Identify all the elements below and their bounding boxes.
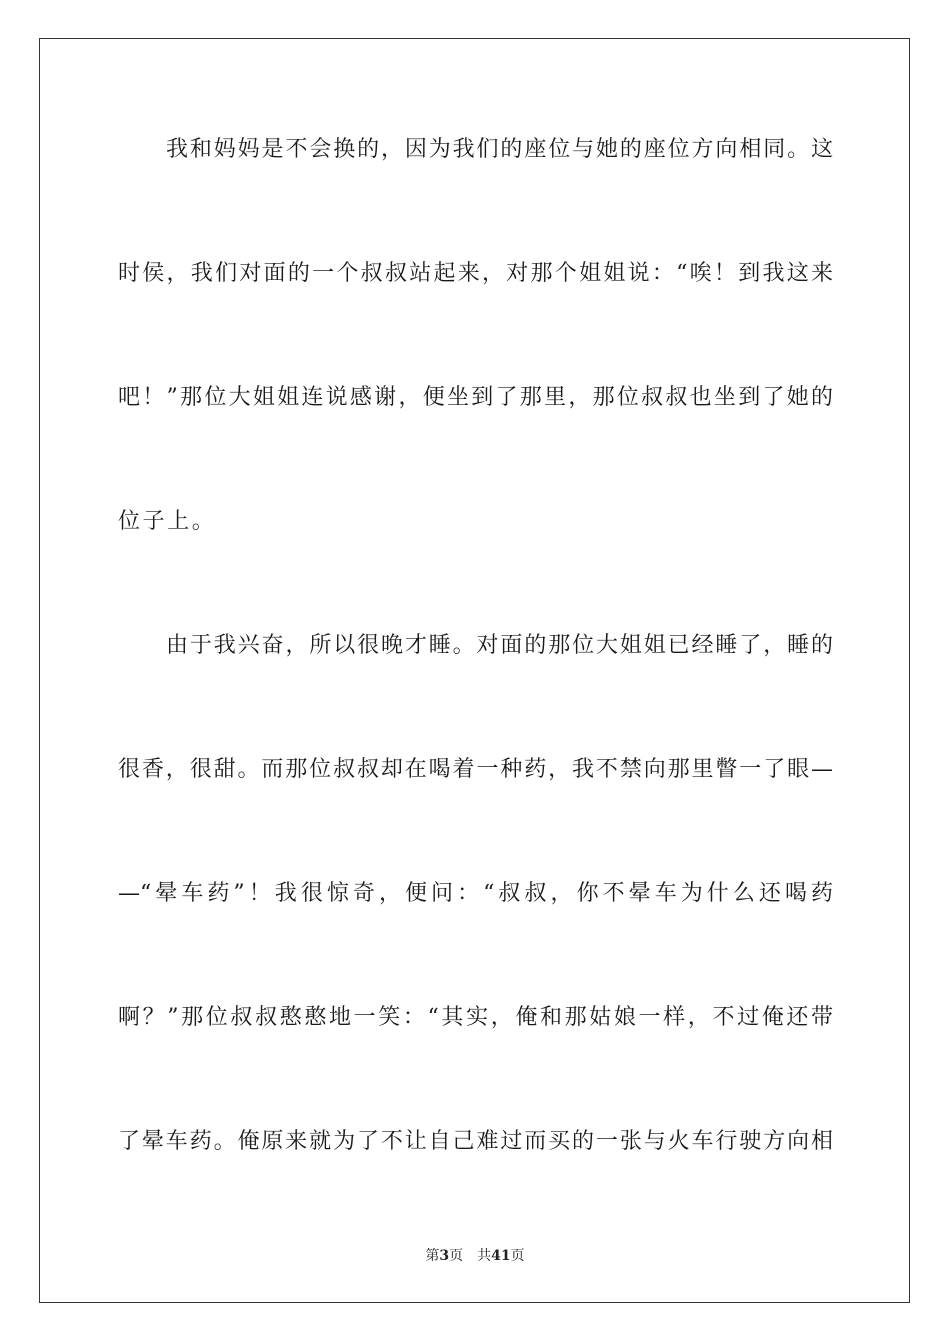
paragraph-1-line-3: 吧！”那位大姐姐连说感谢，便坐到了那里，那位叔叔也坐到了她的 — [118, 385, 833, 410]
page-border — [39, 38, 910, 1303]
page-prefix: 第 — [425, 1248, 440, 1264]
paragraph-2-line-2: 很香，很甜。而那位叔叔却在喝着一种药，我不禁向那里瞥一了眼— — [118, 757, 833, 782]
paragraph-2-line-4: 啊？”那位叔叔憨憨地一笑：“其实，俺和那姑娘一样，不过俺还带 — [118, 1005, 833, 1030]
paragraph-2-line-3: —“晕车药”！我很惊奇，便问：“叔叔，你不晕车为什么还喝药 — [118, 881, 833, 906]
page-number: 3 — [439, 1248, 450, 1264]
page-footer — [0, 1247, 950, 1265]
paragraph-1-line-1: 我和妈妈是不会换的，因为我们的座位与她的座位方向相同。这 — [166, 137, 833, 162]
paragraph-1-line-4: 位子上。 — [118, 509, 217, 534]
total-suffix: 页 — [510, 1248, 525, 1264]
paragraph-1-line-2: 时侯，我们对面的一个叔叔站起来，对那个姐姐说：“唉！到我这来 — [118, 261, 833, 286]
total-pages: 41 — [491, 1248, 511, 1264]
paragraph-2-line-5: 了晕车药。俺原来就为了不让自己难过而买的一张与火车行驶方向相 — [118, 1129, 833, 1154]
total-prefix: 共 — [477, 1248, 492, 1264]
paragraph-2-line-1: 由于我兴奋，所以很晚才睡。对面的那位大姐姐已经睡了，睡的 — [166, 633, 833, 658]
page-suffix: 页 — [449, 1248, 464, 1264]
